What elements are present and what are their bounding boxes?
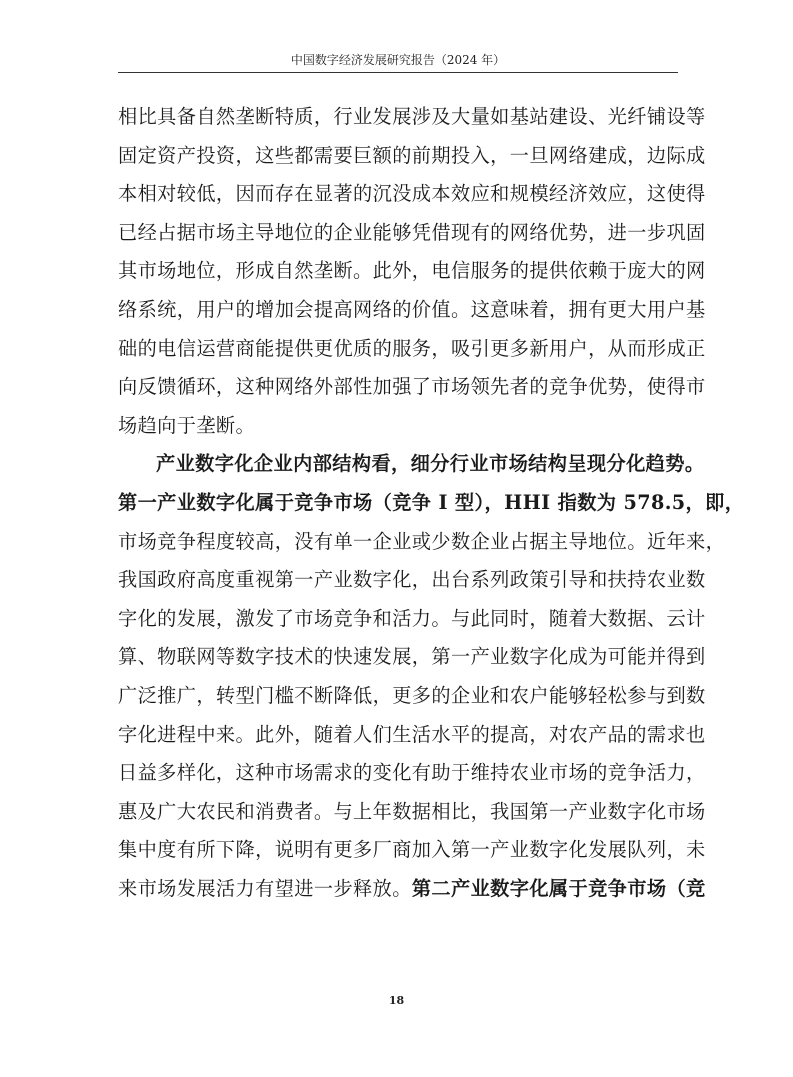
paragraph-line bbox=[118, 870, 706, 909]
page-number: 18 bbox=[388, 994, 405, 1007]
header-divider bbox=[118, 72, 678, 73]
bold-run: 第二产业数字化属于竞争市场（竞 bbox=[411, 876, 706, 900]
bold-heading-line: 第一产业数字化属于竞争市场（竞争 I 型），HHI 指数为 578.5，即， bbox=[118, 490, 745, 514]
paragraph-line: 已经占据市场主导地位的企业能够凭借现有的网络优势，进一步巩固 bbox=[118, 220, 706, 244]
paragraph-line: 相比具备自然垄断特质，行业发展涉及大量如基站建设、光纤铺设等 bbox=[118, 105, 706, 128]
paragraph-line: 本相对较低，因而存在显著的沉没成本效应和规模经济效应，这使得 bbox=[118, 182, 706, 206]
bold-heading-line: 产业数字化企业内部结构看，细分行业市场结构呈现分化趋势。 bbox=[156, 452, 705, 476]
paragraph-line: 算、物联网等数字技术的快速发展，第一产业数字化成为可能并得到 bbox=[118, 645, 706, 669]
paragraph-line: 字化的发展，激发了市场竞争和活力。与此同时，随着大数据、云计 bbox=[118, 606, 706, 630]
paragraph-line: 市场竞争程度较高，没有单一企业或少数企业占据主导地位。近年来， bbox=[118, 529, 726, 553]
line-text: 来市场发展活力有望进一步释放。 bbox=[118, 876, 412, 900]
paragraph-line: 日益多样化，这种市场需求的变化有助于维持农业市场的竞争活力， bbox=[118, 761, 706, 785]
paragraph-line: 我国政府高度重视第一产业数字化，出台系列政策引导和扶持农业数 bbox=[118, 568, 706, 592]
running-header: 中国数字经济发展研究报告（2024 年） bbox=[290, 53, 506, 67]
paragraph-line: 惠及广大农民和消费者。与上年数据相比，我国第一产业数字化市场 bbox=[118, 799, 706, 823]
paragraph-line: 其市场地位，形成自然垄断。此外，电信服务的提供依赖于庞大的网 bbox=[118, 259, 706, 283]
body-text bbox=[118, 98, 745, 908]
paragraph-line: 集中度有所下降，说明有更多厂商加入第一产业数字化发展队列，未 bbox=[118, 838, 706, 862]
paragraph-line: 广泛推广，转型门槛不断降低，更多的企业和农户能够轻松参与到数 bbox=[118, 683, 706, 707]
paragraph-line: 络系统，用户的增加会提高网络的价值。这意味着，拥有更大用户基 bbox=[118, 297, 706, 321]
paragraph-line: 固定资产投资，这些都需要巨额的前期投入，一旦网络建成，边际成 bbox=[118, 143, 706, 167]
paragraph-line: 场趋向于垄断。 bbox=[118, 413, 256, 437]
paragraph-line: 向反馈循环，这种网络外部性加强了市场领先者的竞争优势，使得市 bbox=[118, 375, 706, 399]
paragraph-line: 础的电信运营商能提供更优质的服务，吸引更多新用户，从而形成正 bbox=[118, 336, 706, 360]
paragraph-line: 字化进程中来。此外，随着人们生活水平的提高，对农产品的需求也 bbox=[118, 722, 706, 746]
